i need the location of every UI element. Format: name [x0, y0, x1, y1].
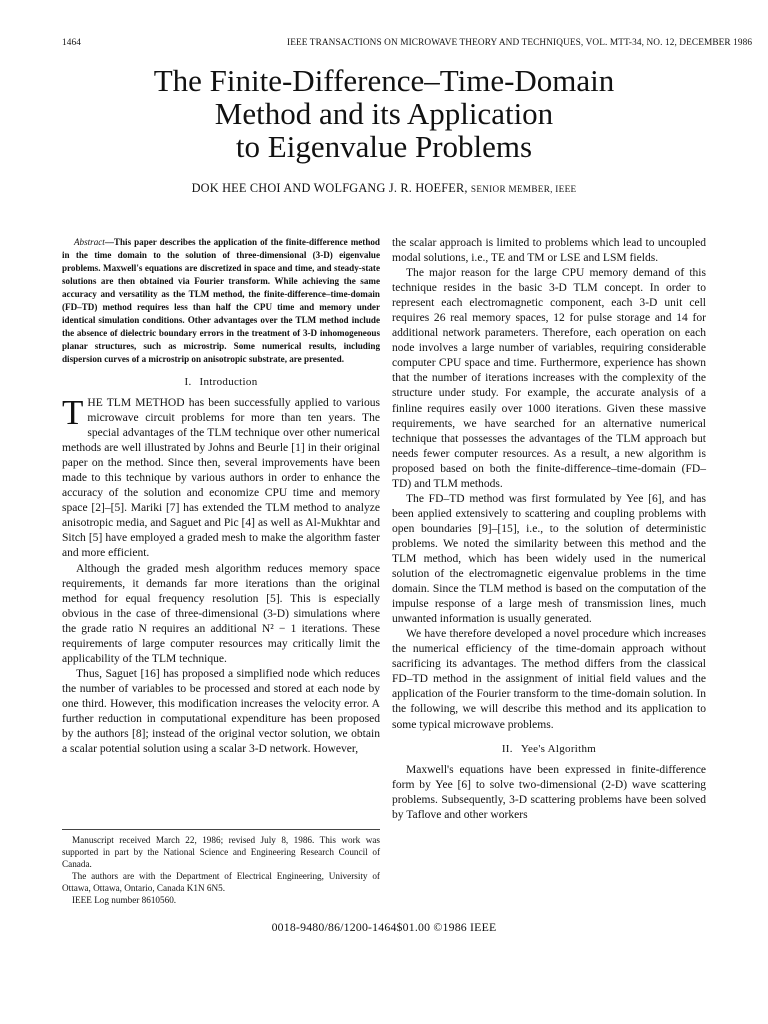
drop-cap: T: [62, 393, 84, 432]
author-names: DOK HEE CHOI AND WOLFGANG J. R. HOEFER,: [191, 181, 468, 195]
intro-paragraph-r3: The FD–TD method was first formulated by Yee [6], and has been applied extensively to scattering and coupling problems with open boundaries [9]–[15], i.e., to the solution of deterministic problems. We noted the similarity between this method and the TLM method, which has been widely used in the numerical solution of the electromagnetic eigenvalue problems in the time domain. Since the TLM method is based on the computation of the impulse response of a large mesh of transmission lines, much unwanted information is usually generated.: [392, 492, 706, 626]
title-line-1: The Finite-Difference–Time-Domain: [153, 63, 615, 98]
journal-header: IEEE TRANSACTIONS ON MICROWAVE THEORY AND TECHNIQUES, VOL. MTT-34, NO. 12, DECEMBER 1986: [287, 38, 753, 48]
left-column: [62, 236, 380, 757]
intro-paragraph-3: Thus, Saguet [16] has proposed a simplified node which reduces the number of variables to be processed and stored at each node by one third. However, this modification increases the velocity error. A further reduction in computational expenditure has been proposed by the authors [8]; instead of the original vector solution, we obtain a scalar potential solution using a scalar 3-D network. However,: [62, 667, 380, 756]
intro-paragraph-2: Although the graded mesh algorithm reduces memory space requirements, it demands far more iterations than the original method for equal frequency resolution [5]. This is especially obvious in the case of three-dimensional (3-D) simulations where the grade ratio N requires an additional N² − 1 iterations. These requirements of large computer resources may critically limit the applicability of the TLM technique.: [62, 562, 380, 665]
intro-paragraph-1: [62, 393, 380, 562]
paper-title: [0, 64, 768, 163]
footnote-log-number: IEEE Log number 8610560.: [72, 895, 177, 905]
copyright-line: 0018-9480/86/1200-1464$01.00 ©1986 IEEE: [271, 920, 497, 934]
right-column: [392, 236, 706, 823]
footnote-affiliation: The authors are with the Department of Electrical Engineering, University of Ottawa, Ottawa, Ontario, Canada K1N 6N5.: [62, 871, 380, 893]
abstract-lead: Abstract: [74, 237, 105, 247]
footnote: [62, 829, 380, 906]
intro-paragraph-r1: the scalar approach is limited to problems which lead to uncoupled modal solutions, i.e., TE and TM or LSE and LSM fields.: [392, 237, 706, 265]
section-2-title: Yee's Algorithm: [520, 742, 597, 755]
author-membership: SENIOR MEMBER, IEEE: [470, 184, 577, 194]
section-2-number: II.: [501, 742, 513, 755]
abstract-text: —This paper describes the application of the finite-difference method in the time domain to the solution of three-dimensional (3-D) eigenvalue problems. Maxwell's equations are discretized in space and time, and steady-state solutions are then obtained via Fourier transform. While achieving the same accuracy and versatility as the TLM method, the finite-difference–time-domain (FD–TD) method requires less than half the CPU time and memory under identical simulation conditions. Other advantages over the TLM method include the absence of dielectric boundary errors in the treatment of 3-D inhomogeneous planar structures, such as microstrip. Some numerical results, including dispersion curves of a microstrip on anisotropic substrate, are presented.: [62, 237, 380, 364]
section-2-heading: [392, 743, 706, 755]
section-1-title: Introduction: [199, 376, 258, 388]
title-line-2: Method and its Application: [214, 96, 554, 131]
footnote-received: Manuscript received March 22, 1986; revised July 8, 1986. This work was supported in part by the National Science and Engineering Research Council of Canada.: [62, 835, 380, 869]
page-number: 1464: [62, 38, 81, 48]
intro-paragraph-1-text: HE TLM METHOD has been successfully applied to various microwave circuit problems for more than ten years. The special advantages of the TLM technique over other numerical methods are well illustrated by Johns and Beurle [1] in their original paper on the method. Since then, several improvements have been made to this technique by various authors in order to enhance the accuracy of the solution and economize CPU time and memory space [2]–[5]. Mariki [7] has extended the TLM method to analyze anisotropic media, and Saguet and Pic [4] as well as Al-Mukhtar and Sitch [5] have employed a graded mesh to make the algorithm faster and more efficient.: [62, 397, 380, 560]
yee-paragraph-1: Maxwell's equations have been expressed in finite-difference form by Yee [6] to solve two-dimensional (2-D) wave scattering problems. Subsequently, 3-D scattering problems have been solved by Taflove and other workers: [392, 763, 706, 821]
section-1-number: I.: [184, 376, 192, 388]
title-line-3: to Eigenvalue Problems: [235, 129, 533, 164]
intro-paragraph-r2: The major reason for the large CPU memory demand of this technique resides in the basic 3-D TLM concept. In order to represent each electromagnetic component, each 3-D unit cell requires 26 real memory spaces, 12 for pulse storage and 14 for additional network parameters. Therefore, each operation on each node involves a large number of variables, requiring considerable computer CPU space and time. Furthermore, experience has shown that the number of iterations increases with the complexity of the structure under study. For example, the accurate analysis of a finline requires easily over 1000 iterations. Given these massive requirements, we have searched for an alternative numerical technique that possesses the advantages of the TLM approach but needs fewer computer resources. As a result, a new algorithm is proposed based on both the finite-difference–time-domain (FD–TD) and TLM methods.: [392, 267, 706, 490]
abstract: [62, 236, 380, 366]
intro-paragraph-r4: We have therefore developed a novel procedure which increases the numerical efficiency of the time-domain approach without sacrificing its advantages. The method differs from the classical FD–TD method in the assignment of initial field values and the application of the Fourier transform to the time-domain solution. In the following, we will describe this method and its application to some typical microwave problems.: [392, 628, 706, 731]
section-1-heading: [62, 376, 380, 388]
author-line: [0, 181, 768, 196]
